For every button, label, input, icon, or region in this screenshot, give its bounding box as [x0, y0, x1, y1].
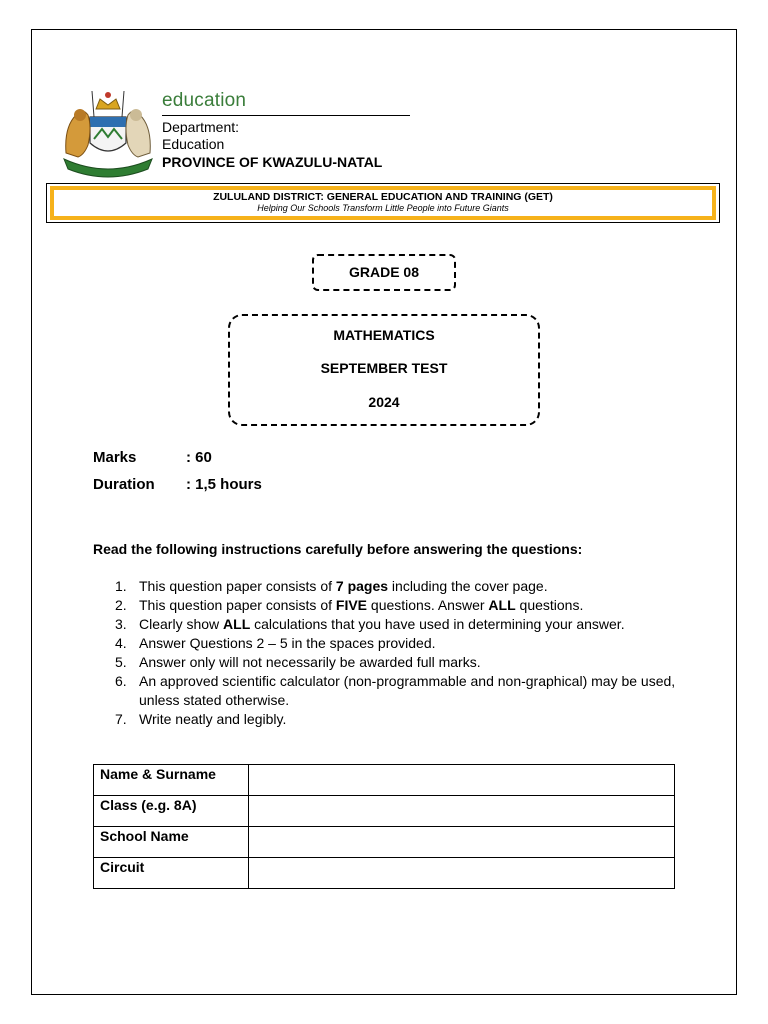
test-name: SEPTEMBER TEST — [320, 360, 448, 376]
instruction-number: 2. — [115, 597, 127, 613]
instruction-text: Write neatly and legibly. — [139, 711, 287, 727]
instruction-item — [94, 634, 694, 653]
subject-name: MATHEMATICS — [333, 327, 435, 343]
instruction-bold: ALL — [488, 597, 516, 613]
name-surname-field[interactable] — [249, 765, 675, 796]
instruction-item — [94, 672, 694, 710]
instruction-text: Clearly show — [139, 616, 224, 632]
school-name-field[interactable] — [249, 827, 675, 858]
circuit-label: Circuit — [94, 858, 249, 889]
instruction-item — [94, 710, 694, 729]
duration-value: : 1,5 hours — [186, 476, 262, 493]
instruction-text: Answer Questions 2 – 5 in the spaces provided. — [139, 635, 436, 651]
table-row — [94, 796, 675, 827]
instruction-text: Answer only will not necessarily be awarded full marks. — [139, 654, 481, 670]
instructions-heading: Read the following instructions carefully before answering the questions: — [93, 541, 583, 557]
test-year: 2024 — [368, 394, 400, 410]
logo-dept-line2: Education — [162, 136, 225, 152]
instruction-text: This question paper consists of — [139, 597, 336, 613]
marks-label: Marks — [93, 449, 137, 466]
subject-box — [228, 314, 540, 426]
duration-label: Duration — [93, 476, 155, 493]
instruction-number: 3. — [115, 616, 127, 632]
instruction-number: 1. — [115, 578, 127, 594]
class-label: Class (e.g. 8A) — [94, 796, 249, 827]
logo-rule — [162, 115, 410, 116]
grade-box: GRADE 08 — [312, 254, 456, 291]
district-banner-inner — [50, 186, 716, 220]
banner-subtitle: Helping Our Schools Transform Little People into Future Giants — [257, 203, 509, 213]
learner-details-table — [93, 764, 675, 889]
instruction-text: questions. Answer — [367, 597, 489, 613]
instruction-number: 6. — [115, 673, 127, 689]
circuit-field[interactable] — [249, 858, 675, 889]
marks-value: : 60 — [186, 449, 212, 466]
table-row — [94, 827, 675, 858]
instruction-number: 7. — [115, 711, 127, 727]
coat-of-arms-logo — [58, 87, 158, 179]
instruction-text: calculations that you have used in determining your answer. — [250, 616, 625, 632]
instruction-number: 4. — [115, 635, 127, 651]
instruction-text: including the cover page. — [388, 578, 548, 594]
department-logo-text — [162, 90, 410, 171]
instruction-bold: ALL — [223, 616, 251, 632]
class-field[interactable] — [249, 796, 675, 827]
logo-brand: education — [162, 90, 247, 111]
logo-province: PROVINCE OF KWAZULU-NATAL — [162, 154, 383, 170]
banner-title: ZULULAND DISTRICT: GENERAL EDUCATION AND TRAINING (GET) — [213, 191, 553, 203]
instructions-list — [94, 577, 694, 729]
logo-dept-line1: Department: — [162, 119, 240, 135]
instruction-text: An approved scientific calculator (non-programmable and non-graphical) may be used, unless stated otherwise. — [139, 673, 676, 708]
instruction-text: questions. — [515, 597, 584, 613]
instruction-bold: 7 pages — [335, 578, 389, 594]
district-banner — [46, 183, 720, 223]
name-surname-label: Name & Surname — [94, 765, 249, 796]
instruction-item — [94, 653, 694, 672]
instruction-number: 5. — [115, 654, 127, 670]
instruction-bold: FIVE — [335, 597, 368, 613]
table-row — [94, 858, 675, 889]
table-row — [94, 765, 675, 796]
school-name-label: School Name — [94, 827, 249, 858]
instruction-item — [94, 596, 694, 615]
instruction-text: This question paper consists of — [139, 578, 336, 594]
instruction-item — [94, 577, 694, 596]
instruction-item — [94, 615, 694, 634]
